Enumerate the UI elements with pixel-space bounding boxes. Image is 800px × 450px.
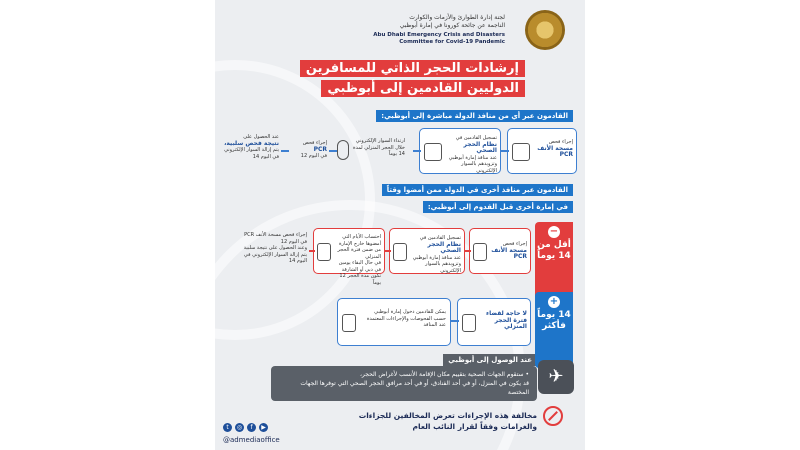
- more14-step1: [457, 298, 531, 346]
- more14-step2: [337, 298, 451, 346]
- flow-arrow: [385, 250, 391, 252]
- less14-step3-sub2: في حال البقاء يومين في دبي أو الشارقة تكون مدة الحجر 12 يوماً: [338, 260, 381, 286]
- flow-arrow: [465, 250, 471, 252]
- header-en-line1: Abu Dhabi Emergency Crisis and Disasters: [373, 32, 505, 38]
- flow-arrow: [281, 150, 289, 152]
- plus-icon: +: [549, 296, 559, 307]
- minus-icon: −: [549, 226, 559, 237]
- document-icon: [342, 314, 356, 332]
- airplane-icon-badge: ✈: [538, 360, 574, 394]
- less14-step3: [313, 228, 385, 286]
- flow-arrow: [329, 150, 337, 152]
- twitter-icon: t: [223, 423, 232, 432]
- calendar-icon: [317, 243, 331, 261]
- header-arabic: [355, 14, 505, 30]
- house-icon: [462, 314, 476, 332]
- house-icon: [393, 243, 407, 261]
- less14-step4: [243, 232, 307, 265]
- s1-step3: [351, 138, 405, 158]
- s1-step3-sub: ارتداء السوار الإلكتروني: [355, 138, 405, 144]
- less14-step2: [389, 228, 465, 274]
- instagram-icon: ◎: [236, 424, 243, 431]
- less14-step2-sub: تسجيل القادمين في: [419, 235, 461, 241]
- more14-badge: [535, 292, 573, 368]
- less14-badge: [535, 222, 573, 302]
- s1-step1-title: مسحة الأنف PCR: [537, 144, 573, 158]
- arrival-line2: قد يكون في المنزل، أو في أحد الفنادق، أو في أحد مرافق الحجر الصحي التي توفرها الجهات المختصة: [300, 380, 529, 396]
- title-line1: إرشادات الحجر الذاتي للمسافرين: [300, 60, 525, 77]
- less14-step3-sub: احتساب الأيام التي أمضوها خارج الإمارة من ضمن فترة الحجر المنزلي: [337, 234, 381, 260]
- more14-badge-label: 14 يوماً فأكثر: [537, 310, 571, 331]
- facebook-icon: f: [247, 423, 256, 432]
- warning-line1: مخالفة هذه الإجراءات تعرض المخالفين للجزاءات: [358, 411, 537, 420]
- house-icon: [424, 143, 442, 161]
- less14-step4-sub2: وعند الحصول على نتيجة سلبية يتم إزالة السوار الإلكتروني في اليوم 14: [243, 245, 307, 264]
- committee-seal-icon: [525, 10, 565, 50]
- warning-line2: والغرامات وفقاً لقرار النائب العام: [412, 422, 537, 431]
- s1-step1-sub: إجراء فحص: [548, 139, 573, 145]
- more14-step1-title: لا حاجة لقضاء فترة الحجر المنزلي: [486, 310, 527, 330]
- flow-arrow: [451, 320, 459, 322]
- infographic-poster: [215, 0, 585, 450]
- s1-step4-title: PCR: [313, 145, 327, 153]
- arrival-note: [271, 366, 537, 401]
- s1-step5-title: نتيجة فحص سلبية،: [224, 139, 279, 147]
- s1-step2-title: نظام الحجر الصحي: [463, 140, 497, 154]
- less14-badge-label: أقل من 14 يوماً: [537, 240, 571, 261]
- less14-step2-title: نظام الحجر الصحي: [427, 240, 461, 254]
- bracelet-icon: [337, 140, 349, 160]
- s1-step3-sub2: خلال الحجر المنزلي لمدة 14 يوماً: [352, 144, 405, 157]
- arrival-label: عند الوصول إلى أبوظبي: [443, 354, 537, 366]
- more14-step2-sub: يمكن للقادمين دخول إمارة أبوظبي حسب الفحوصات والإجراءات المعتمدة عند المنافذ: [366, 309, 446, 328]
- less14-step1-title: مسحة الأنف PCR: [491, 246, 527, 260]
- less14-step1-sub: إجراء فحص: [502, 241, 527, 247]
- prohibited-icon: [543, 406, 563, 426]
- less14-step1: [469, 228, 531, 274]
- s1-step5: [223, 134, 279, 160]
- s1-step4-sub: إجراء فحص: [302, 140, 327, 146]
- footer-handle: @admediaoffice: [223, 436, 280, 444]
- less14-step2-sub2: عند منافذ إمارة أبوظبي وتزويدهم بالسوار الإلكتروني: [412, 254, 461, 274]
- youtube-icon: ▶: [259, 423, 268, 432]
- s1-step5-sub2: يتم إزالة السوار الإلكتروني في اليوم 14: [224, 147, 279, 160]
- flow-arrow: [413, 150, 421, 152]
- header-en-line2: Committee for Covid-19 Pandemic: [399, 39, 505, 45]
- section2-label1: القادمون عبر منافذ أخرى في الدولة ممن أمضوا وقتاً: [382, 184, 573, 196]
- arrival-line1: • ستقوم الجهات الصحية بتقييم مكان الإقامة الأنسب لأغراض الحجر،: [360, 371, 529, 378]
- s1-step2: [419, 128, 501, 174]
- nasal-swab-icon: [473, 243, 487, 261]
- warning-text: [277, 410, 537, 432]
- s1-step4: [291, 140, 327, 160]
- header-ar-line1: لجنة إدارة الطوارئ والأزمات والكوارث: [409, 14, 505, 21]
- header-ar-line2: الناجمة عن جائحة كورونا في إمارة أبوظبي: [399, 22, 505, 29]
- section1-label: القادمون عبر أي من منافذ الدولة مباشرة إلى أبوظبي:: [376, 110, 573, 122]
- s1-step4-sub2: في اليوم 12: [300, 153, 327, 159]
- s1-step1: [507, 128, 577, 174]
- header-english: [355, 32, 505, 46]
- s1-step2-sub2: عند منافذ إمارة أبوظبي وتزويدهم بالسوار الإلكتروني: [448, 154, 497, 174]
- flow-arrow: [501, 150, 509, 152]
- flow-arrow: [309, 250, 315, 252]
- less14-step4-sub: إجراء فحص مسحة الأنف PCR في اليوم 12: [244, 232, 307, 245]
- s1-step2-sub: تسجيل القادمين في: [455, 135, 497, 141]
- nasal-swab-icon: [512, 143, 530, 161]
- title-line2: الدوليين القادمين إلى أبوظبي: [321, 80, 525, 97]
- section2-label2: في إمارة أخرى قبل القدوم إلى أبوظبي:: [423, 201, 573, 213]
- s1-step5-sub: عند الحصول على: [243, 134, 279, 140]
